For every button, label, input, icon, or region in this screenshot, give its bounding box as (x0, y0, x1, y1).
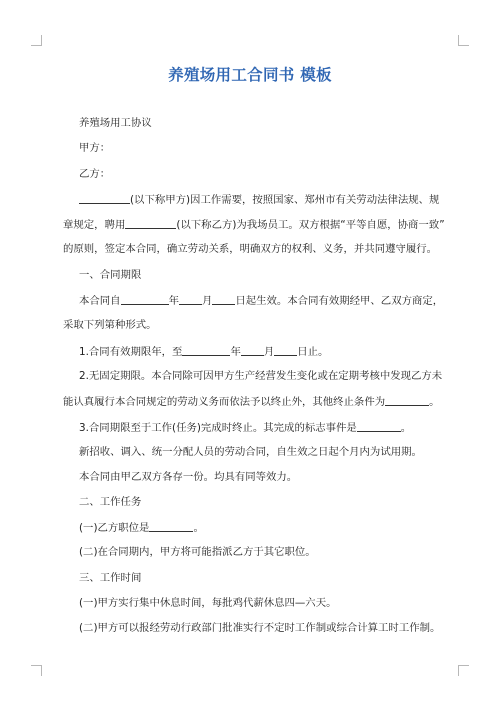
paragraph-intro-line-2: 章规定，聘用 (以下称乙方)为我场员工。双方根据“平等自愿，协商一致” (63, 219, 445, 231)
paragraph-probation: 新招收、调入、统一分配人员的劳动合同，自生效之日起个月内为试用期。 (79, 446, 422, 458)
section-heading-task: 二、工作任务 (79, 496, 142, 508)
paragraph-term-task: 3.合同期限至于工作(任务)完成时终止。其完成的标志事件是 。 (79, 422, 412, 434)
blank-line (357, 421, 401, 432)
blank-line (212, 294, 235, 305)
blank-line (385, 395, 429, 406)
paragraph-term-form: 采取下列第种形式。 (63, 319, 157, 331)
paragraph-term-effective: 本合同自 年 月 日起生效。本合同有效期经甲、乙双方商定， (79, 295, 444, 307)
blank-line (79, 193, 130, 204)
blank-line (274, 345, 297, 356)
paragraph-term-open-line-1: 2.无固定期限。本合同除可因甲方生产经营发生变化或在定期考核中发现乙方未 (79, 370, 443, 382)
crop-mark-bottom-left (31, 665, 42, 676)
paragraph-term-open-line-2: 能认真履行本合同规定的劳动义务而依法予以终止外，其他终止条件为 。 (63, 396, 440, 408)
crop-mark-top-left (31, 35, 42, 46)
paragraph-party-a: 甲方： (79, 142, 111, 154)
paragraph-intro-line-1: (以下称甲方)因工作需要，按照国家、郑州市有关劳动法律法规、规 (79, 193, 439, 206)
paragraph-rest-time: (一)甲方实行集中休息时间，每批鸡代薪休息四—六天。 (79, 597, 337, 609)
paragraph-position: (一)乙方职位是 。 (79, 522, 204, 534)
blank-line (241, 345, 264, 356)
section-heading-term: 一、合同期限 (79, 269, 142, 281)
blank-line (179, 294, 202, 305)
paragraph-reassign: (二)在合同期内，甲方将可能指派乙方于其它职位。 (79, 546, 316, 558)
crop-mark-top-right (458, 35, 469, 46)
paragraph-heading: 养殖场用工协议 (79, 117, 152, 129)
paragraph-work-system: (二)甲方可以报经劳动行政部门批准实行不定时工作制或综合计算工时工作制。 (79, 622, 441, 634)
paragraph-term-fixed: 1.合同有效期限年，至 年 月 日止。 (79, 346, 329, 358)
paragraph-intro-line-3: 的原则，签定本合同，确立劳动关系，明确双方的权利、义务，并共同遵守履行。 (63, 243, 438, 255)
blank-line (182, 345, 230, 356)
blank-line (125, 218, 176, 229)
blank-line (149, 521, 193, 532)
document-title: 养殖场用工合同书 模板 (168, 66, 332, 84)
crop-mark-bottom-right (458, 665, 469, 676)
section-heading-hours: 三、工作时间 (79, 572, 142, 584)
paragraph-copies: 本合同由甲乙双方各存一份。均具有同等效力。 (79, 471, 298, 483)
paragraph-party-b: 乙方： (79, 168, 111, 180)
blank-line (121, 294, 169, 305)
